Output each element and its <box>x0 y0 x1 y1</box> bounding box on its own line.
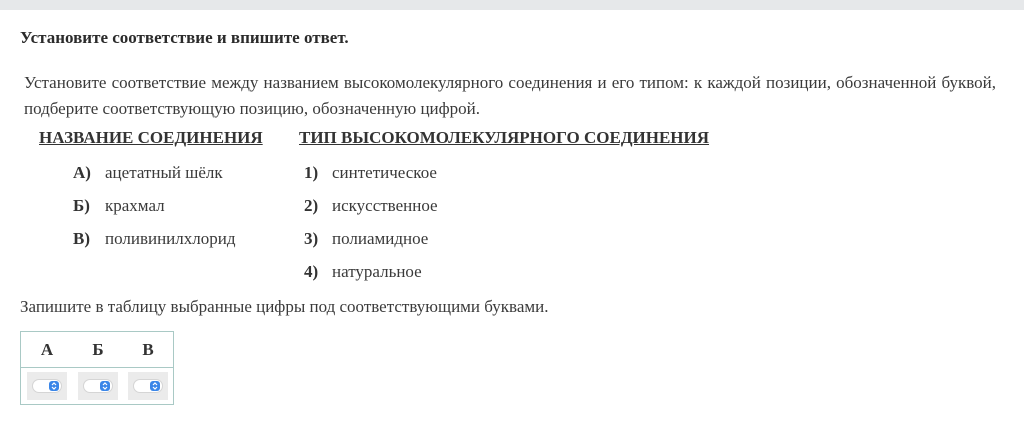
number-item-key: 2) <box>304 196 319 215</box>
select-arrows-icon <box>150 381 160 391</box>
answer-table <box>20 331 174 405</box>
letter-item-key: Б) <box>73 196 90 215</box>
number-item-key: 1) <box>304 163 319 182</box>
letter-item-key: А) <box>73 163 91 182</box>
instruction-text: Запишите в таблицу выбранные цифры под соответствующими буквами. <box>20 297 549 316</box>
answer-header-a: А <box>40 340 54 359</box>
answer-select-a[interactable] <box>32 379 62 393</box>
answer-cell-v <box>128 372 168 400</box>
number-item-text: синтетическое <box>332 163 437 182</box>
select-arrows-icon <box>49 381 59 391</box>
letter-item-text: крахмал <box>105 196 165 215</box>
letter-item-key: В) <box>73 229 90 248</box>
number-item-key: 3) <box>304 229 319 248</box>
number-item-key: 4) <box>304 262 319 281</box>
right-column-header: ТИП ВЫСОКОМОЛЕКУЛЯРНОГО СОЕДИНЕНИЯ <box>299 128 710 147</box>
answer-header-v: В <box>142 340 154 359</box>
top-bar <box>0 0 1024 10</box>
left-column-header: НАЗВАНИЕ СОЕДИНЕНИЯ <box>39 128 263 147</box>
task-heading: Установите соответствие и впишите ответ. <box>20 28 349 47</box>
answer-table-header-row <box>21 332 173 368</box>
number-item-text: натуральное <box>332 262 422 281</box>
letter-item-text: поливинилхлорид <box>105 229 236 248</box>
select-arrows-icon <box>100 381 110 391</box>
answer-cell-b <box>78 372 118 400</box>
answer-cell-a <box>27 372 67 400</box>
answer-select-b[interactable] <box>83 379 113 393</box>
number-item-text: искусственное <box>332 196 438 215</box>
answer-select-v[interactable] <box>133 379 163 393</box>
question-text: Установите соответствие между названием высокомолекулярного соединения и его типом: к каждой позиции, обозначенной буквой, подберите соответствующую позицию, обозначенную цифрой. <box>24 73 996 118</box>
answer-header-b: Б <box>92 340 104 359</box>
number-item-text: полиамидное <box>332 229 429 248</box>
letter-item-text: ацетатный шёлк <box>105 163 223 182</box>
